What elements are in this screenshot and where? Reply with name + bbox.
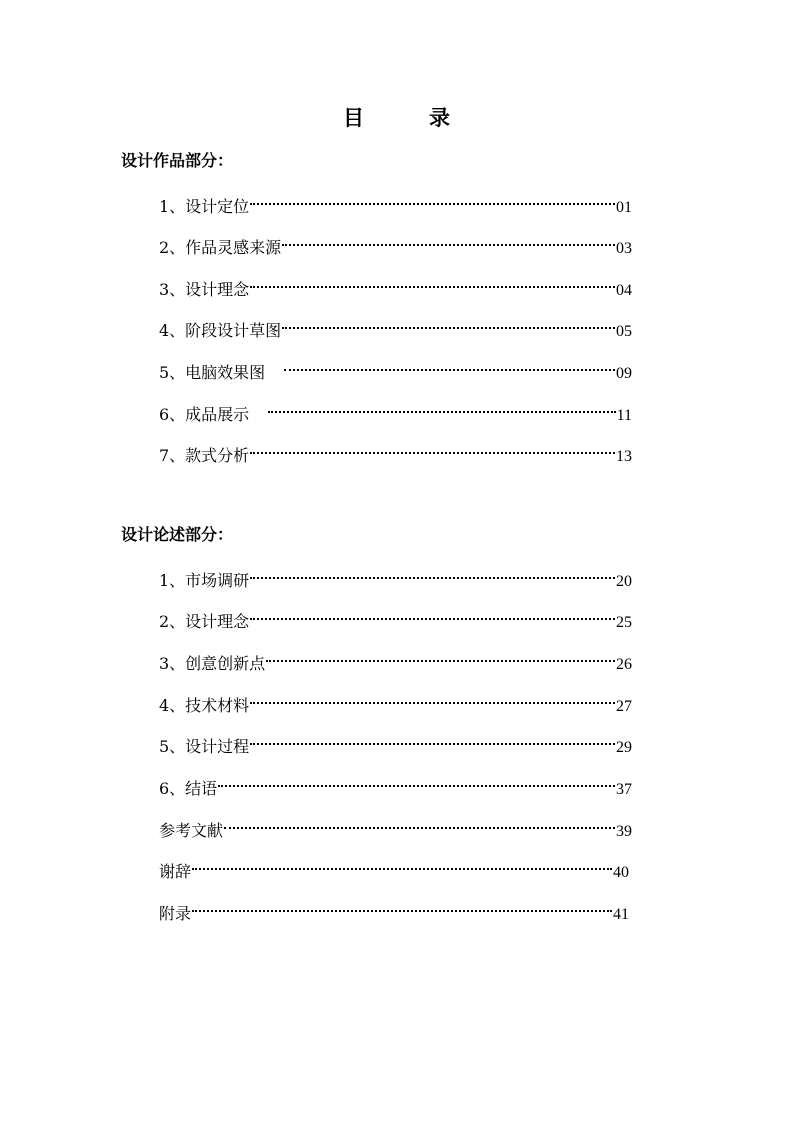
toc-entry-label: 6、结语	[159, 779, 218, 798]
toc-entry[interactable]	[159, 354, 632, 382]
section-heading-design-discussion: 设计论述部分：	[121, 525, 234, 544]
toc-entry-label: 2、设计理念	[159, 612, 250, 631]
dot-leader	[218, 770, 615, 794]
toc-entry-label: 5、电脑效果图	[159, 363, 266, 382]
dot-leader	[250, 728, 615, 752]
toc-entry-page: 05	[616, 323, 632, 340]
toc-entry[interactable]	[159, 853, 629, 881]
toc-entry-label: 6、成品展示	[159, 405, 250, 424]
toc-entry-page: 40	[613, 864, 629, 881]
toc-entry[interactable]	[159, 687, 632, 715]
toc-entry-page: 09	[616, 365, 632, 382]
toc-entry-page: 01	[616, 199, 632, 216]
toc-entry[interactable]	[159, 895, 629, 923]
toc-entry[interactable]	[159, 770, 632, 798]
toc-entry[interactable]	[159, 396, 632, 424]
dot-leader	[284, 354, 615, 378]
toc-entry[interactable]	[159, 728, 632, 756]
dot-leader	[250, 437, 615, 461]
toc-entry[interactable]	[159, 437, 632, 465]
toc-entry[interactable]	[159, 312, 632, 340]
dot-leader	[250, 603, 615, 627]
toc-entry-label: 7、款式分析	[159, 446, 250, 465]
toc-entry-label: 2、作品灵感来源	[159, 238, 282, 257]
dot-leader	[282, 229, 615, 253]
toc-entry-page: 20	[616, 573, 632, 590]
section-heading-design-works: 设计作品部分：	[121, 151, 234, 170]
toc-entry[interactable]	[159, 603, 632, 631]
toc-entry-page: 29	[616, 739, 632, 756]
dot-leader	[192, 853, 612, 877]
dot-leader	[250, 188, 615, 212]
dot-leader	[250, 687, 615, 711]
dot-leader	[266, 645, 615, 669]
toc-entry-page: 11	[616, 407, 632, 424]
dot-leader	[282, 312, 615, 336]
toc-entry-page: 39	[616, 823, 632, 840]
toc-entry-page: 03	[616, 240, 632, 257]
toc-entry-label: 4、阶段设计草图	[159, 321, 282, 340]
toc-entry-page: 13	[616, 448, 632, 465]
toc-entry-label: 谢辞	[159, 862, 192, 881]
toc-entry[interactable]	[159, 645, 632, 673]
toc-entry-label: 3、设计理念	[159, 280, 250, 299]
toc-entry-page: 26	[616, 656, 632, 673]
toc-entry[interactable]	[159, 562, 632, 590]
toc-entry-page: 41	[613, 906, 629, 923]
dot-leader	[224, 812, 615, 836]
toc-entry-label: 3、创意创新点	[159, 654, 266, 673]
toc-entry-label: 1、市场调研	[159, 571, 250, 590]
toc-entry-label: 4、技术材料	[159, 696, 250, 715]
dot-leader	[192, 895, 612, 919]
toc-entry-page: 37	[616, 781, 632, 798]
toc-entry-label: 5、设计过程	[159, 737, 250, 756]
toc-entry-label: 参考文献	[159, 821, 224, 840]
toc-entry-label: 附录	[159, 904, 192, 923]
toc-entry[interactable]	[159, 271, 632, 299]
dot-leader	[250, 562, 615, 586]
dot-leader	[250, 271, 615, 295]
toc-entry-page: 27	[616, 698, 632, 715]
dot-leader	[268, 396, 615, 420]
toc-entry[interactable]	[159, 229, 632, 257]
toc-entry-page: 25	[616, 614, 632, 631]
toc-entry[interactable]	[159, 188, 632, 216]
toc-entry-label: 1、设计定位	[159, 197, 250, 216]
page-title: 目 录	[343, 106, 472, 130]
toc-entry[interactable]	[159, 812, 632, 840]
toc-entry-page: 04	[616, 282, 632, 299]
